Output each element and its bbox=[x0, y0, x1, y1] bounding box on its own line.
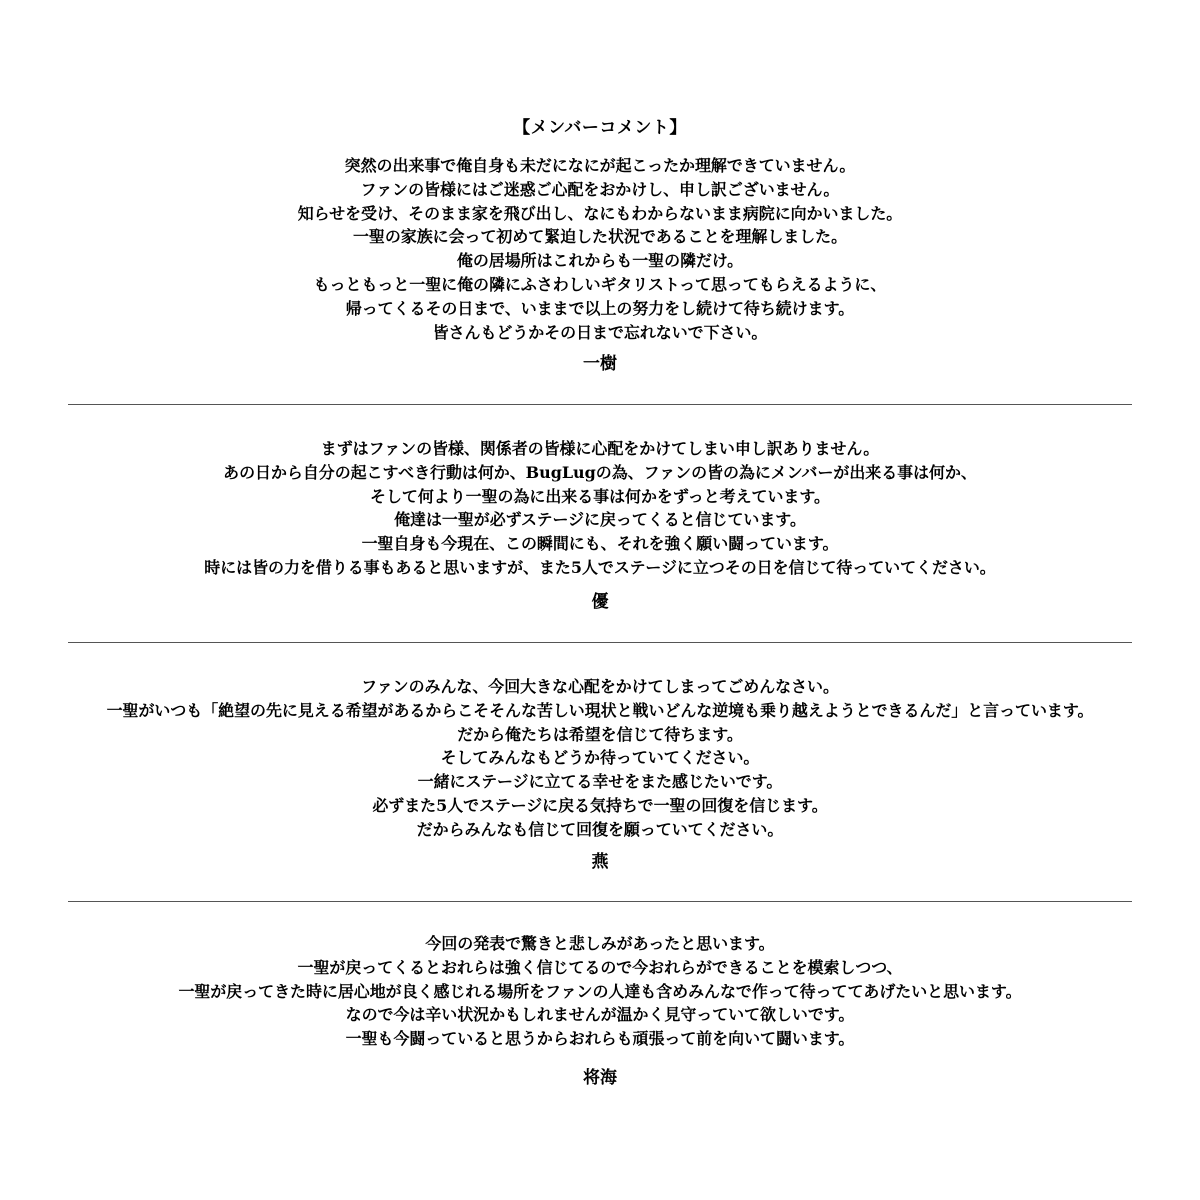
comment-line: あの日から自分の起こすべき行動は何か、BugLugの為、ファンの皆の為にメンバーが出来る事は何か、 bbox=[223, 462, 977, 482]
comment-line: まずはファンの皆様、関係者の皆様に心配をかけてしまい申し訳ありません。 bbox=[320, 439, 880, 458]
comment-signature-2: 優 bbox=[591, 592, 609, 612]
comment-signature-3: 燕 bbox=[591, 852, 609, 872]
comment-line: ファンの皆様にはご迷惑ご心配をおかけし、申し訳ございません。 bbox=[360, 179, 840, 199]
comment-line: 皆さんもどうかその日まで忘れないで下さい。 bbox=[432, 322, 768, 342]
comment-line: ファンのみんな、今回大きな心配をかけてしまってごめんなさい。 bbox=[361, 677, 839, 696]
comment-line: なので今は辛い状況かもしれませんが温かく見守っていて欲しいです。 bbox=[345, 1005, 855, 1025]
comment-line: 突然の出来事で俺自身も未だになにが起こったか理解できていません。 bbox=[344, 156, 856, 175]
comment-line: 一聖も今闘っていると思うからおれらも頑張って前を向いて闘います。 bbox=[345, 1029, 855, 1049]
comment-line: そしてみんなもどうか待っていてください。 bbox=[440, 748, 760, 768]
comment-line: もっともっと一聖に俺の隣にふさわしいギタリストって思ってもらえるように、 bbox=[313, 274, 887, 294]
comment-line: そして何より一聖の為に出来る事は何かをずっと考えています。 bbox=[370, 486, 830, 506]
comment-line: 今回の発表で驚きと悲しみがあったと思います。 bbox=[425, 934, 775, 953]
comment-line: 一聖が戻ってきた時に居心地が良く感じれる場所をファンの人達も含めみんなで作って待っててあげたいと思います。 bbox=[178, 981, 1022, 1001]
section-divider bbox=[68, 901, 1132, 902]
section-divider bbox=[68, 642, 1132, 643]
comment-line: 一聖がいつも「絶望の先に見える希望があるからこそそんな苦しい現状と戦いどんな逆境も乗り越えようとできるんだ」と言っています。 bbox=[106, 700, 1094, 720]
comment-line: だからみんなも信じて回復を願っていてください。 bbox=[416, 819, 784, 839]
comment-line: だから俺たちは希望を信じて待ちます。 bbox=[457, 724, 743, 744]
section-divider bbox=[68, 404, 1132, 405]
comment-signature-1: 一樹 bbox=[583, 354, 617, 374]
comment-line: 必ずまた5人でステージに戻る気持ちで一聖の回復を信じます。 bbox=[372, 795, 828, 815]
comment-body-1 bbox=[0, 154, 1200, 344]
comment-line: 一緒にステージに立てる幸せをまた感じたいです。 bbox=[417, 772, 783, 792]
comment-line: 一聖が戻ってくるとおれらは強く信じてるので今おれらができることを模索しつつ、 bbox=[297, 957, 903, 977]
comment-line: 帰ってくるその日まで、いままで以上の努力をし続けて待ち続けます。 bbox=[345, 298, 855, 318]
comment-line: 一聖の家族に会って初めて緊迫した状況であることを理解しました。 bbox=[352, 227, 848, 247]
comment-line: 一聖自身も今現在、この瞬間にも、それを強く願い闘っています。 bbox=[361, 534, 839, 554]
comment-line: 知らせを受け、そのまま家を飛び出し、なにもわからないまま病院に向かいました。 bbox=[297, 203, 903, 223]
comment-body-3 bbox=[0, 675, 1200, 842]
comment-body-2 bbox=[0, 437, 1200, 580]
comment-line: 時には皆の力を借りる事もあると思いますが、また5人でステージに立つその日を信じて待っていてください。 bbox=[204, 557, 996, 577]
comment-line: 俺達は一聖が必ずステージに戻ってくると信じています。 bbox=[394, 510, 806, 530]
comment-signature-4: 将海 bbox=[583, 1068, 617, 1088]
comment-body-4 bbox=[0, 932, 1200, 1051]
page-heading: 【メンバーコメント】 bbox=[513, 118, 687, 138]
comment-line: 俺の居場所はこれからも一聖の隣だけ。 bbox=[456, 251, 744, 271]
